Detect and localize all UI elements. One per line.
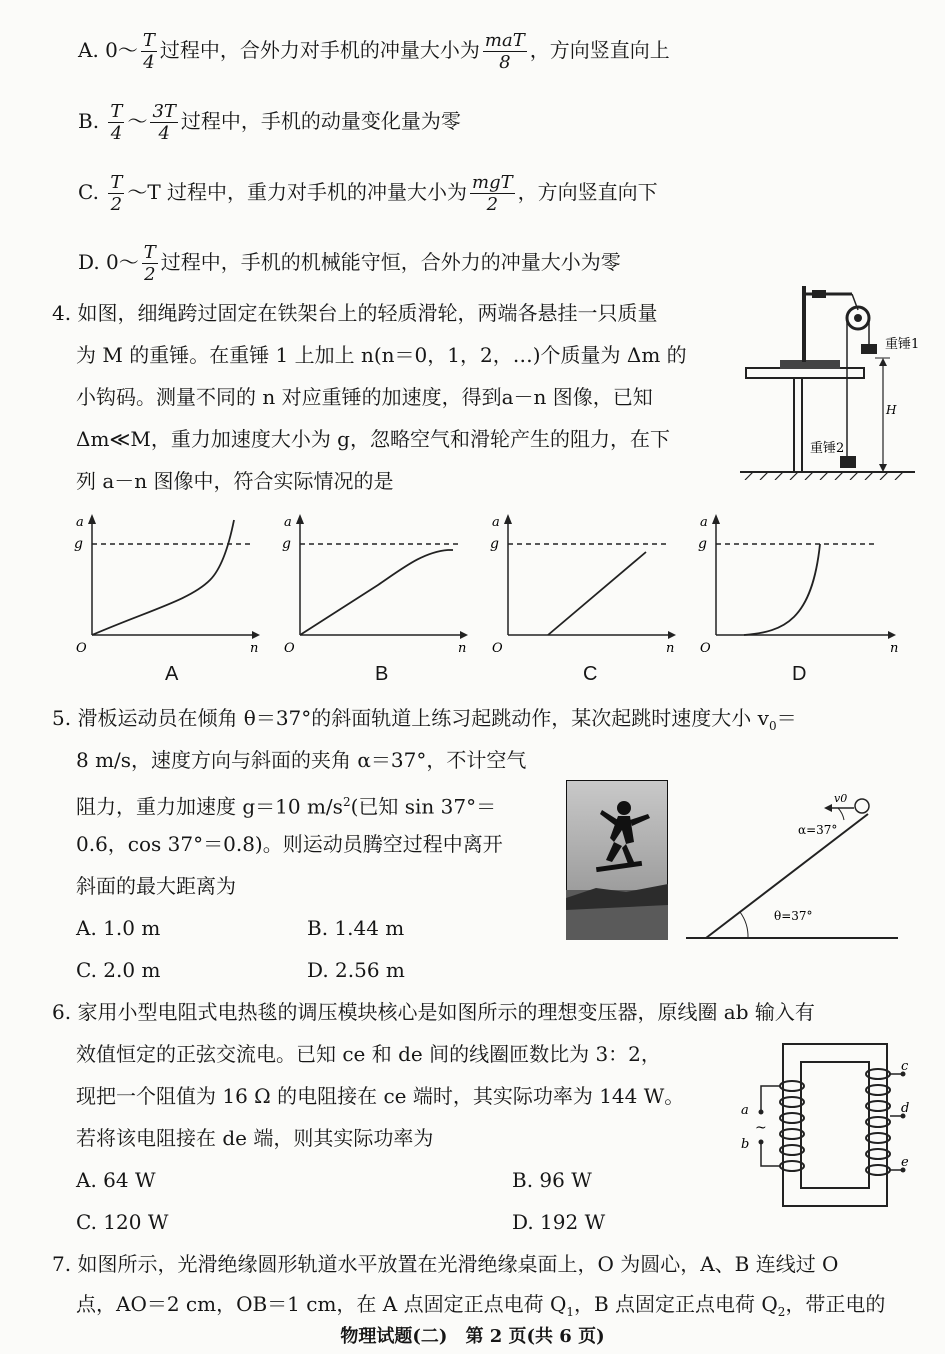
g-label: g — [74, 536, 83, 552]
graph-a — [70, 510, 260, 660]
q5-option-d: D. 2.56 m — [307, 958, 405, 982]
v0-label: v0 — [834, 792, 848, 805]
q5-line-2: 8 m/s，速度方向与斜面的夹角 α＝37°，不计空气 — [76, 748, 527, 772]
graph-b-label: B — [375, 663, 389, 685]
skateboarder-photo — [566, 780, 668, 940]
graph-c — [486, 510, 676, 660]
ac-tilde-label: ~ — [755, 1120, 767, 1136]
q4-line-1: 4. 如图，细绳跨过固定在铁架台上的轻质滑轮，两端各悬挂一只质量 — [52, 301, 658, 325]
q4-line-3: 小钩码。测量不同的 n 对应重锤的加速度，得到a－n 图像，已知 — [76, 385, 653, 409]
alpha-label: α=37° — [798, 823, 838, 837]
q6-option-d: D. 192 W — [512, 1210, 606, 1234]
q6-line-2: 效值恒定的正弦交流电。已知 ce 和 de 间的线圈匝数比为 3：2， — [76, 1042, 661, 1066]
q6-option-b: B. 96 W — [512, 1168, 592, 1192]
terminal-c-label: c — [901, 1059, 909, 1074]
graph-d-label: D — [792, 663, 807, 685]
q4-line-5: 列 a－n 图像中，符合实际情况的是 — [76, 469, 394, 493]
graph-b — [278, 510, 468, 660]
g-label: g — [282, 536, 291, 552]
pulley-apparatus-figure — [740, 280, 930, 480]
terminal-e-label: e — [901, 1155, 909, 1170]
q5-line-3: 阻力，重力加速度 g＝10 $m/s^2$(已知 sin 37°＝ — [76, 794, 497, 819]
height-label: H — [886, 403, 897, 417]
axis-n-label: n — [250, 641, 259, 656]
origin-label: O — [76, 641, 87, 656]
weight1-label: 重锤1 — [885, 337, 920, 352]
q6-option-c: C. 120 W — [76, 1210, 169, 1234]
q5-option-c: C. 2.0 m — [76, 958, 161, 982]
terminal-a-label: a — [741, 1103, 749, 1118]
q4-line-4: Δm≪M，重力加速度大小为 g，忽略空气和滑轮产生的阻力，在下 — [76, 427, 670, 451]
transformer-figure — [735, 1040, 915, 1215]
origin-label: O — [284, 641, 295, 656]
q5-option-a: A. 1.0 m — [76, 916, 161, 940]
page-footer: 物理试题(二) 第 2 页(共 6 页) — [340, 1326, 605, 1347]
incline-figure — [686, 790, 901, 945]
axis-a-label: a — [492, 515, 500, 530]
q3-option-c: C. $\frac{T}{2}$ ～T 过程中，重力对手机的冲量大小为 $\frac{\text{mgT}}{2}$ ，方向竖直向下 — [78, 172, 658, 215]
axis-a-label: a — [284, 515, 292, 530]
axis-n-label: n — [458, 641, 467, 656]
weight2-label: 重锤2 — [810, 441, 845, 456]
graph-a-label: A — [165, 663, 179, 685]
q6-line-4: 若将该电阻接在 de 端，则其实际功率为 — [76, 1126, 434, 1150]
graph-c-label: C — [583, 663, 598, 685]
axis-n-label: n — [666, 641, 675, 656]
origin-label: O — [700, 641, 711, 656]
terminal-b-label: b — [741, 1137, 750, 1152]
q7-line-1: 7. 如图所示，光滑绝缘圆形轨道水平放置在光滑绝缘桌面上，O 为圆心，A、B 连线过 O — [52, 1252, 839, 1276]
q3-option-b: B. $\frac{T}{4}$ ～ $\frac{3T}{4}$ 过程中，手机的动量变化量为零 — [78, 101, 461, 144]
axis-n-label: n — [890, 641, 899, 656]
graph-d — [694, 510, 909, 660]
theta-label: θ=37° — [774, 909, 813, 923]
q3-option-a: A. 0～ $\frac{T}{4}$ 过程中，合外力对手机的冲量大小为 $\frac{\text{maT}}{8}$ ，方向竖直向上 — [78, 30, 670, 73]
q5-line-5: 斜面的最大距离为 — [76, 874, 236, 898]
q6-line-3: 现把一个阻值为 16 Ω 的电阻接在 ce 端时，其实际功率为 144 W。 — [76, 1084, 685, 1108]
q6-line-1: 6. 家用小型电阻式电热毯的调压模块核心是如图所示的理想变压器，原线圈 ab 输入有 — [52, 1000, 815, 1024]
q5-line-1: 5. 滑板运动员在倾角 θ＝37°的斜面轨道上练习起跳动作，某次起跳时速度大小 $v_0=$ — [52, 706, 797, 733]
g-label: g — [698, 536, 707, 552]
q7-line-2: 点，AO＝2 cm，OB＝1 cm，在 A 点固定正点电荷 $Q_1$，B 点固定正点电荷 $Q_2$，带正电的 — [76, 1292, 886, 1319]
origin-label: O — [492, 641, 503, 656]
terminal-d-label: d — [901, 1101, 910, 1116]
q3-option-d: D. 0～ $\frac{T}{2}$ 过程中，手机的机械能守恒，合外力的冲量大小为零 — [78, 242, 621, 285]
q6-option-a: A. 64 W — [76, 1168, 156, 1192]
q5-line-4: 0.6，cos 37°＝0.8)。则运动员腾空过程中离开 — [76, 832, 503, 856]
q5-option-b: B. 1.44 m — [307, 916, 405, 940]
axis-a-label: a — [700, 515, 708, 530]
q4-line-2: 为 M 的重锤。在重锤 1 上加上 n(n＝0，1，2，…)个质量为 Δm 的 — [76, 343, 687, 367]
g-label: g — [490, 536, 499, 552]
axis-a-label: a — [76, 515, 84, 530]
